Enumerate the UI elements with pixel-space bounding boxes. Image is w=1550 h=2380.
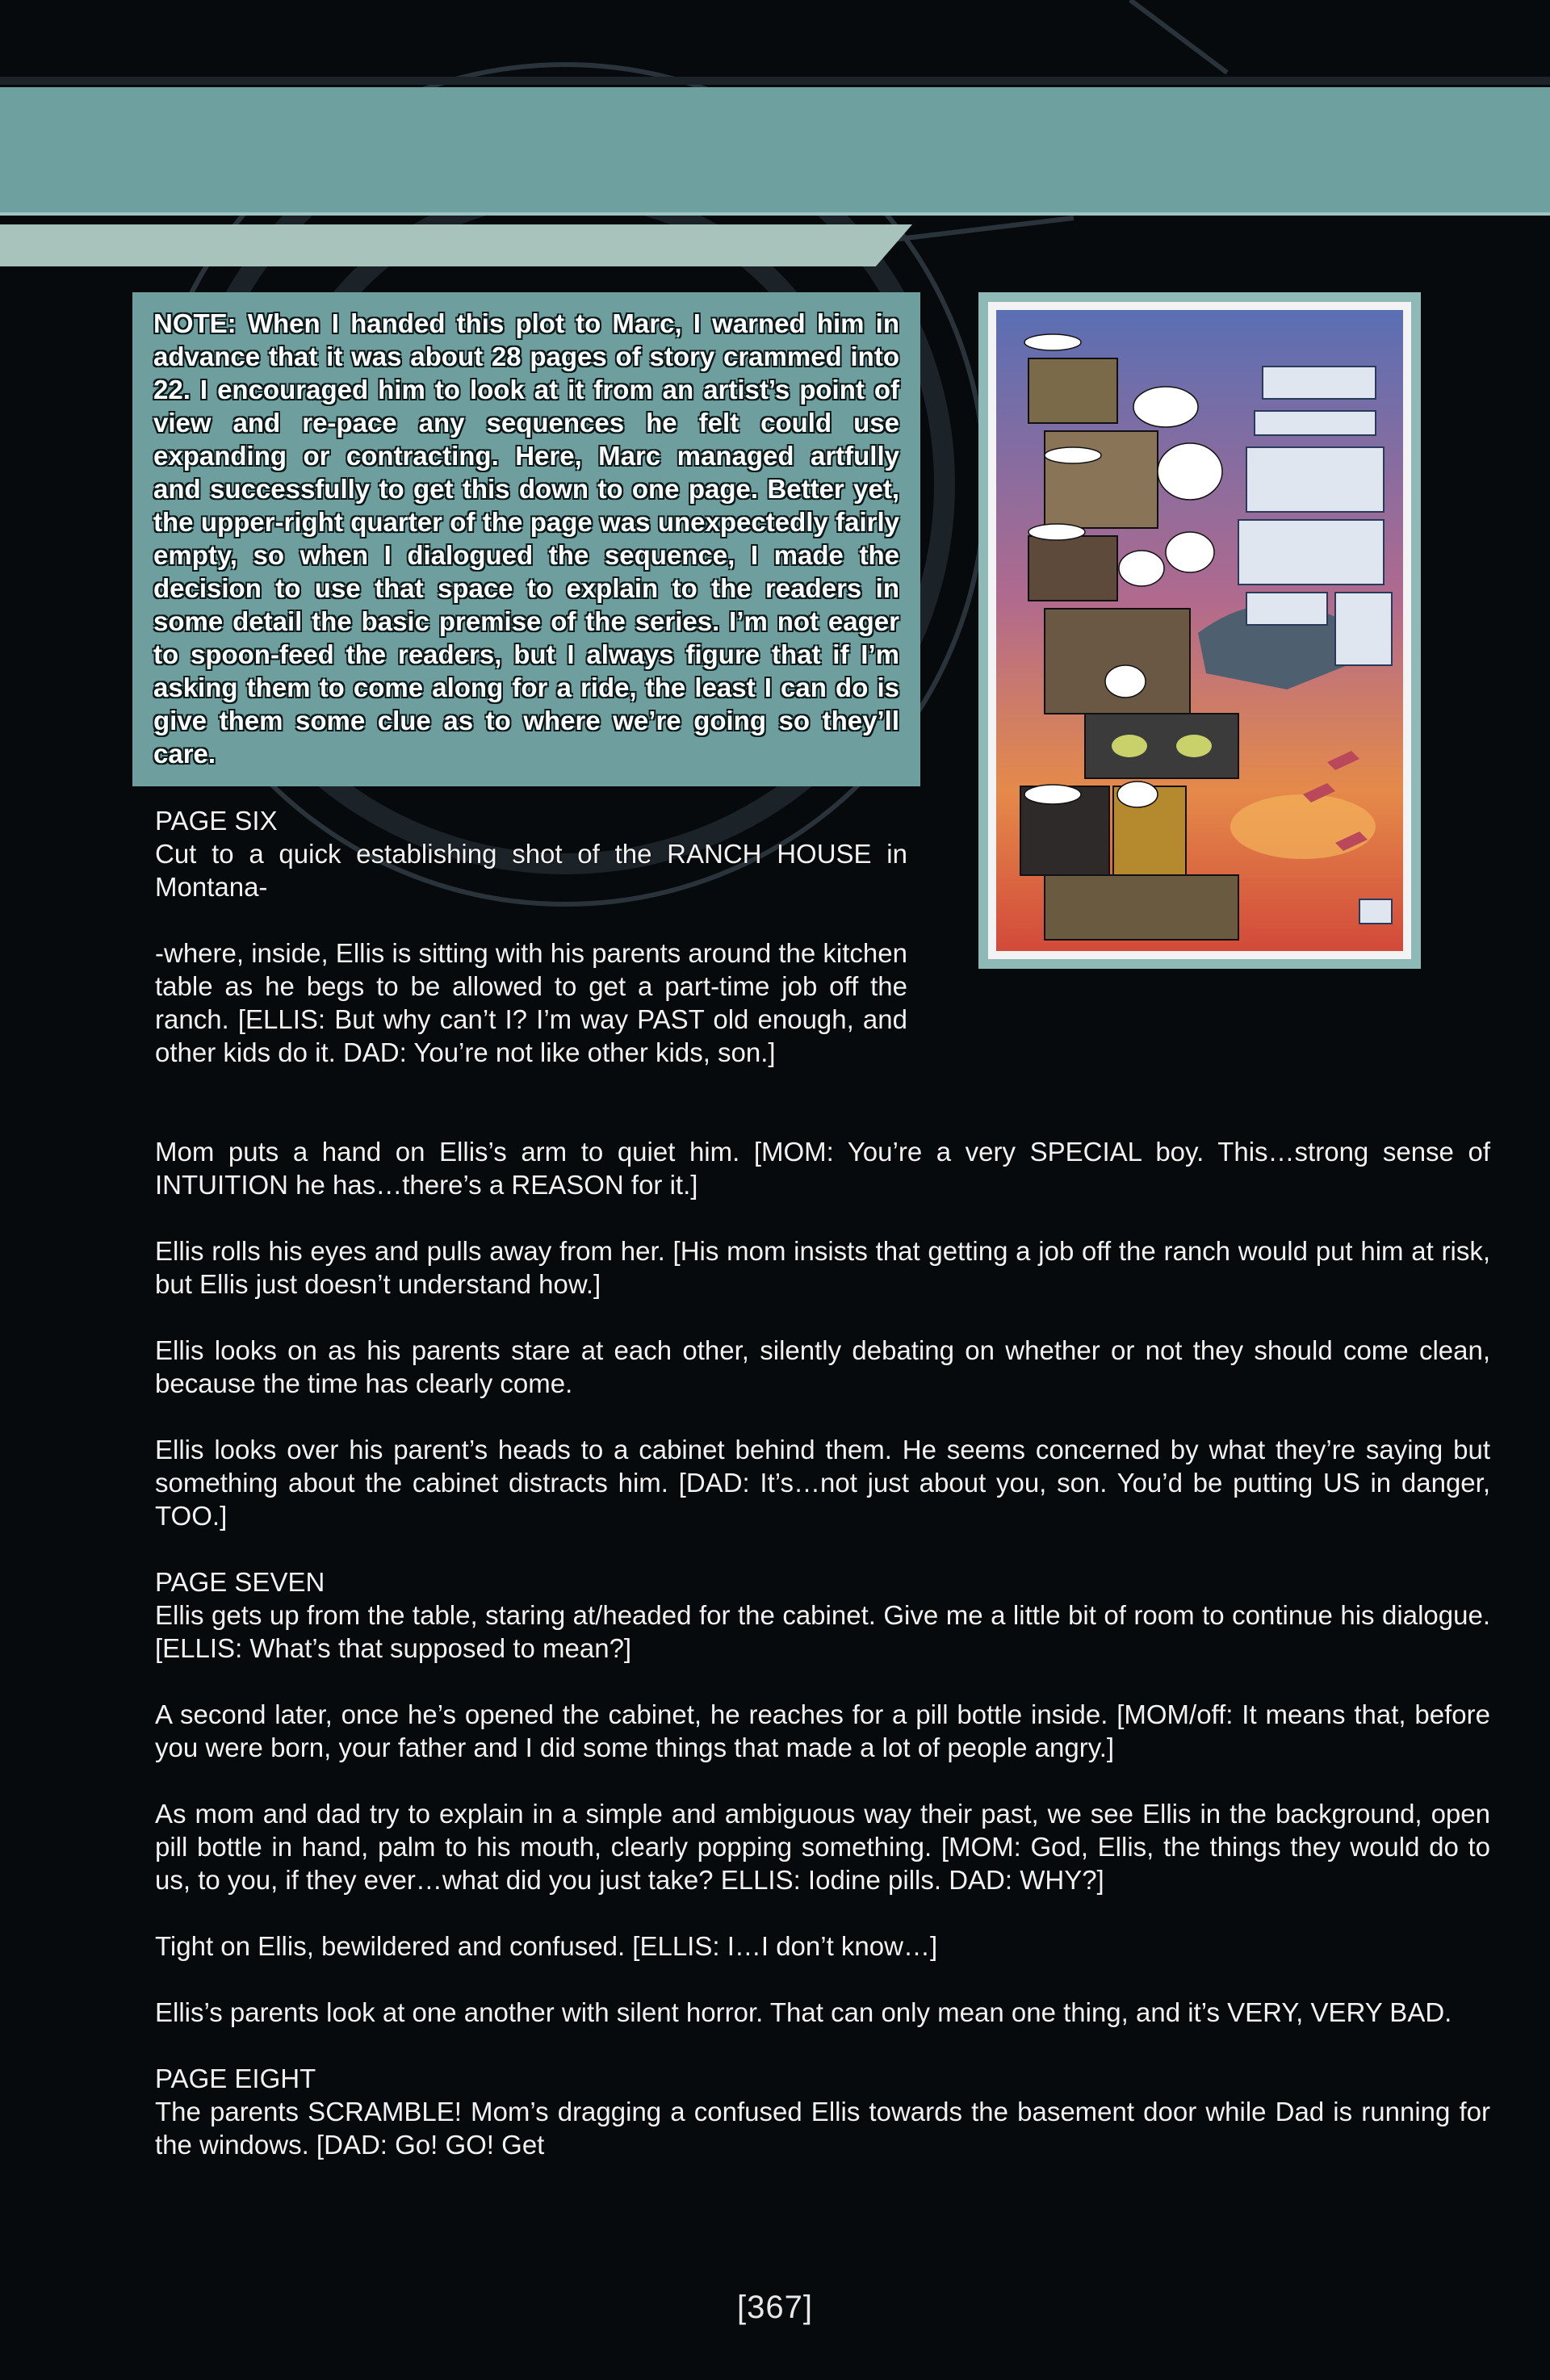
comic-page-thumbnail <box>978 292 1421 969</box>
script-paragraph: A second later, once he’s opened the cabinet, he reaches for a pill bottle inside. [MOM/off: It means that, before you were born, your father and I did some things that made a lot of people angry.] <box>155 1699 1490 1762</box>
script-text-left-column <box>155 804 907 1069</box>
script-paragraph: Ellis rolls his eyes and pulls away from her. [His mom insists that getting a job off the ranch would put him at risk, but Ellis just doesn’t understand how.] <box>155 1236 1490 1299</box>
script-paragraph: Ellis looks over his parent’s heads to a cabinet behind them. He seems concerned by what they’re saying but something about the cabinet distracts him. [DAD: It’s…not just about you, son. You’d be putting US in danger, TOO.] <box>155 1435 1490 1531</box>
page-seven-block <box>155 1565 1490 1665</box>
script-paragraph: Mom puts a hand on Ellis’s arm to quiet him. [MOM: You’re a very SPECIAL boy. This…strong sense of INTUITION he has…there’s a REASON for it.] <box>155 1137 1490 1200</box>
comic-page-art <box>996 310 1403 951</box>
header-band <box>0 87 1550 216</box>
editor-note-text: NOTE: When I handed this plot to Marc, I warned him in advance that it was about 28 pages of story crammed into 22. I encouraged him to look at it from an artist’s point of view and re-pace any sequences he felt could use expanding or contracting. Here, Marc managed artfully and successfully to get this down to one page. Better yet, the upper-right quarter of the page was unexpectedly fairly empty, so when I dialogued the sequence, I made the decision to use that space to explain to the readers in some detail the basic premise of the series. I’m not eager to spoon-feed the readers, but I always figure that if I’m asking them to come along for a ride, the least I can do is give them some clue as to where we’re going so they’ll care. <box>153 308 899 769</box>
page-number: [367] <box>737 2290 813 2325</box>
page-six-block <box>155 804 907 903</box>
script-paragraph: Ellis’s parents look at one another with silent horror. That can only mean one thing, and it’s VERY, VERY BAD. <box>155 1997 1452 2027</box>
script-paragraph: As mom and dad try to explain in a simple and ambiguous way their past, we see Ellis in the background, open pill bottle in hand, palm to his mouth, clearly popping something. [MOM: God, Ellis, the things they would do to us, to you, if they ever…what did you just take? ELLIS: Iodine pills. DAD: WHY?] <box>155 1799 1490 1895</box>
header-sub-band <box>0 224 912 266</box>
editor-note-box <box>132 292 920 786</box>
script-paragraph: Tight on Ellis, bewildered and confused. [ELLIS: I…I don’t know…] <box>155 1931 938 1961</box>
page-eight-block <box>155 2062 1490 2161</box>
script-paragraph: -where, inside, Ellis is sitting with his parents around the kitchen table as he begs to be allowed to get a part-time job off the ranch. [ELLIS: But why can’t I? I’m way PAST old enough, and other kids do it. DAD: You’re not like other kids, son.] <box>155 938 907 1067</box>
page-eight-heading: PAGE EIGHT <box>155 2064 316 2093</box>
script-paragraph: Cut to a quick establishing shot of the RANCH HOUSE in Montana- <box>155 839 907 902</box>
page-six-heading: PAGE SIX <box>155 806 278 836</box>
script-text-full-column <box>155 1135 1490 2161</box>
script-paragraph: Ellis gets up from the table, staring at/headed for the cabinet. Give me a little bit of room to continue his dialogue. [ELLIS: What’s that supposed to mean?] <box>155 1600 1490 1663</box>
script-paragraph: Ellis looks on as his parents stare at each other, silently debating on whether or not they should come clean, because the time has clearly come. <box>155 1335 1490 1398</box>
page-seven-heading: PAGE SEVEN <box>155 1567 325 1597</box>
script-paragraph: The parents SCRAMBLE! Mom’s dragging a confused Ellis towards the basement door while Dad is running for the windows. [DAD: Go! GO! Get <box>155 2097 1490 2160</box>
